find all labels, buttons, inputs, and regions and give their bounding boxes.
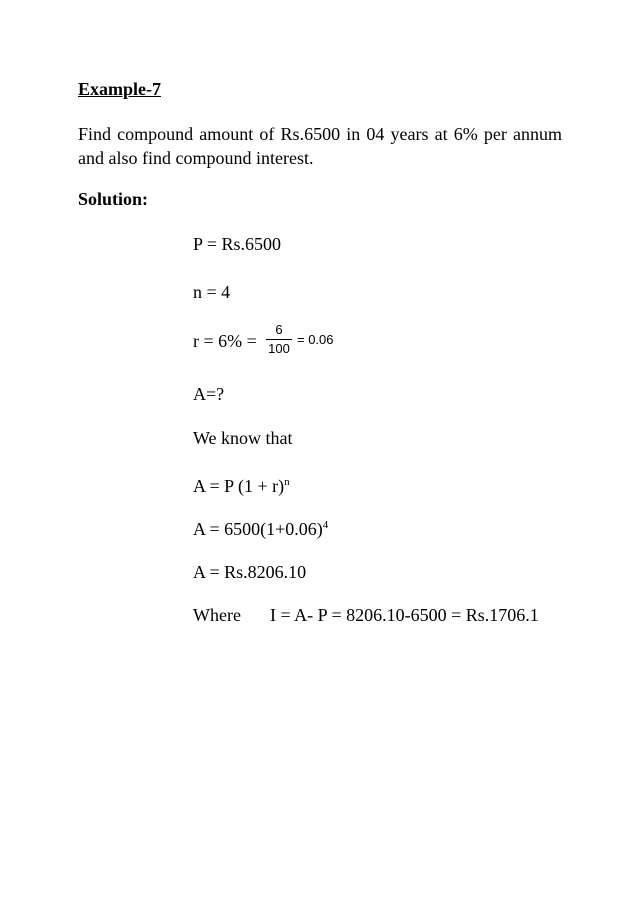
we-know-line: We know that — [193, 428, 293, 448]
substitution-exponent: 4 — [322, 519, 329, 531]
principal-line: P = Rs.6500 — [193, 234, 282, 254]
rate-result: = 0.06 — [297, 332, 334, 347]
amount-line: A = Rs.8206.10 — [193, 562, 307, 582]
substitution-line — [193, 520, 328, 538]
formula-exponent: n — [284, 476, 290, 488]
solution-heading: Solution: — [78, 189, 149, 209]
formula-base: A = P (1 + r) — [193, 476, 285, 496]
fraction-bar — [266, 339, 292, 340]
substitution-base: A = 6500(1+0.06) — [193, 519, 323, 539]
interest-line: I = A- P = 8206.10-6500 = Rs.1706.1 — [270, 605, 539, 625]
where-label: Where — [193, 605, 241, 625]
problem-statement: Find compound amount of Rs.6500 in 04 years at 6% per annum and also find compound interest. — [78, 124, 562, 168]
formula-line — [193, 477, 290, 495]
rate-fraction — [266, 323, 292, 356]
rate-denominator: 100 — [268, 341, 290, 356]
example-title: Example-7 — [78, 79, 161, 99]
rate-line: r = 6% = — [193, 331, 257, 351]
period-line: n = 4 — [193, 282, 231, 302]
amount-unknown-line: A=? — [193, 384, 225, 404]
rate-numerator: 6 — [275, 322, 283, 337]
